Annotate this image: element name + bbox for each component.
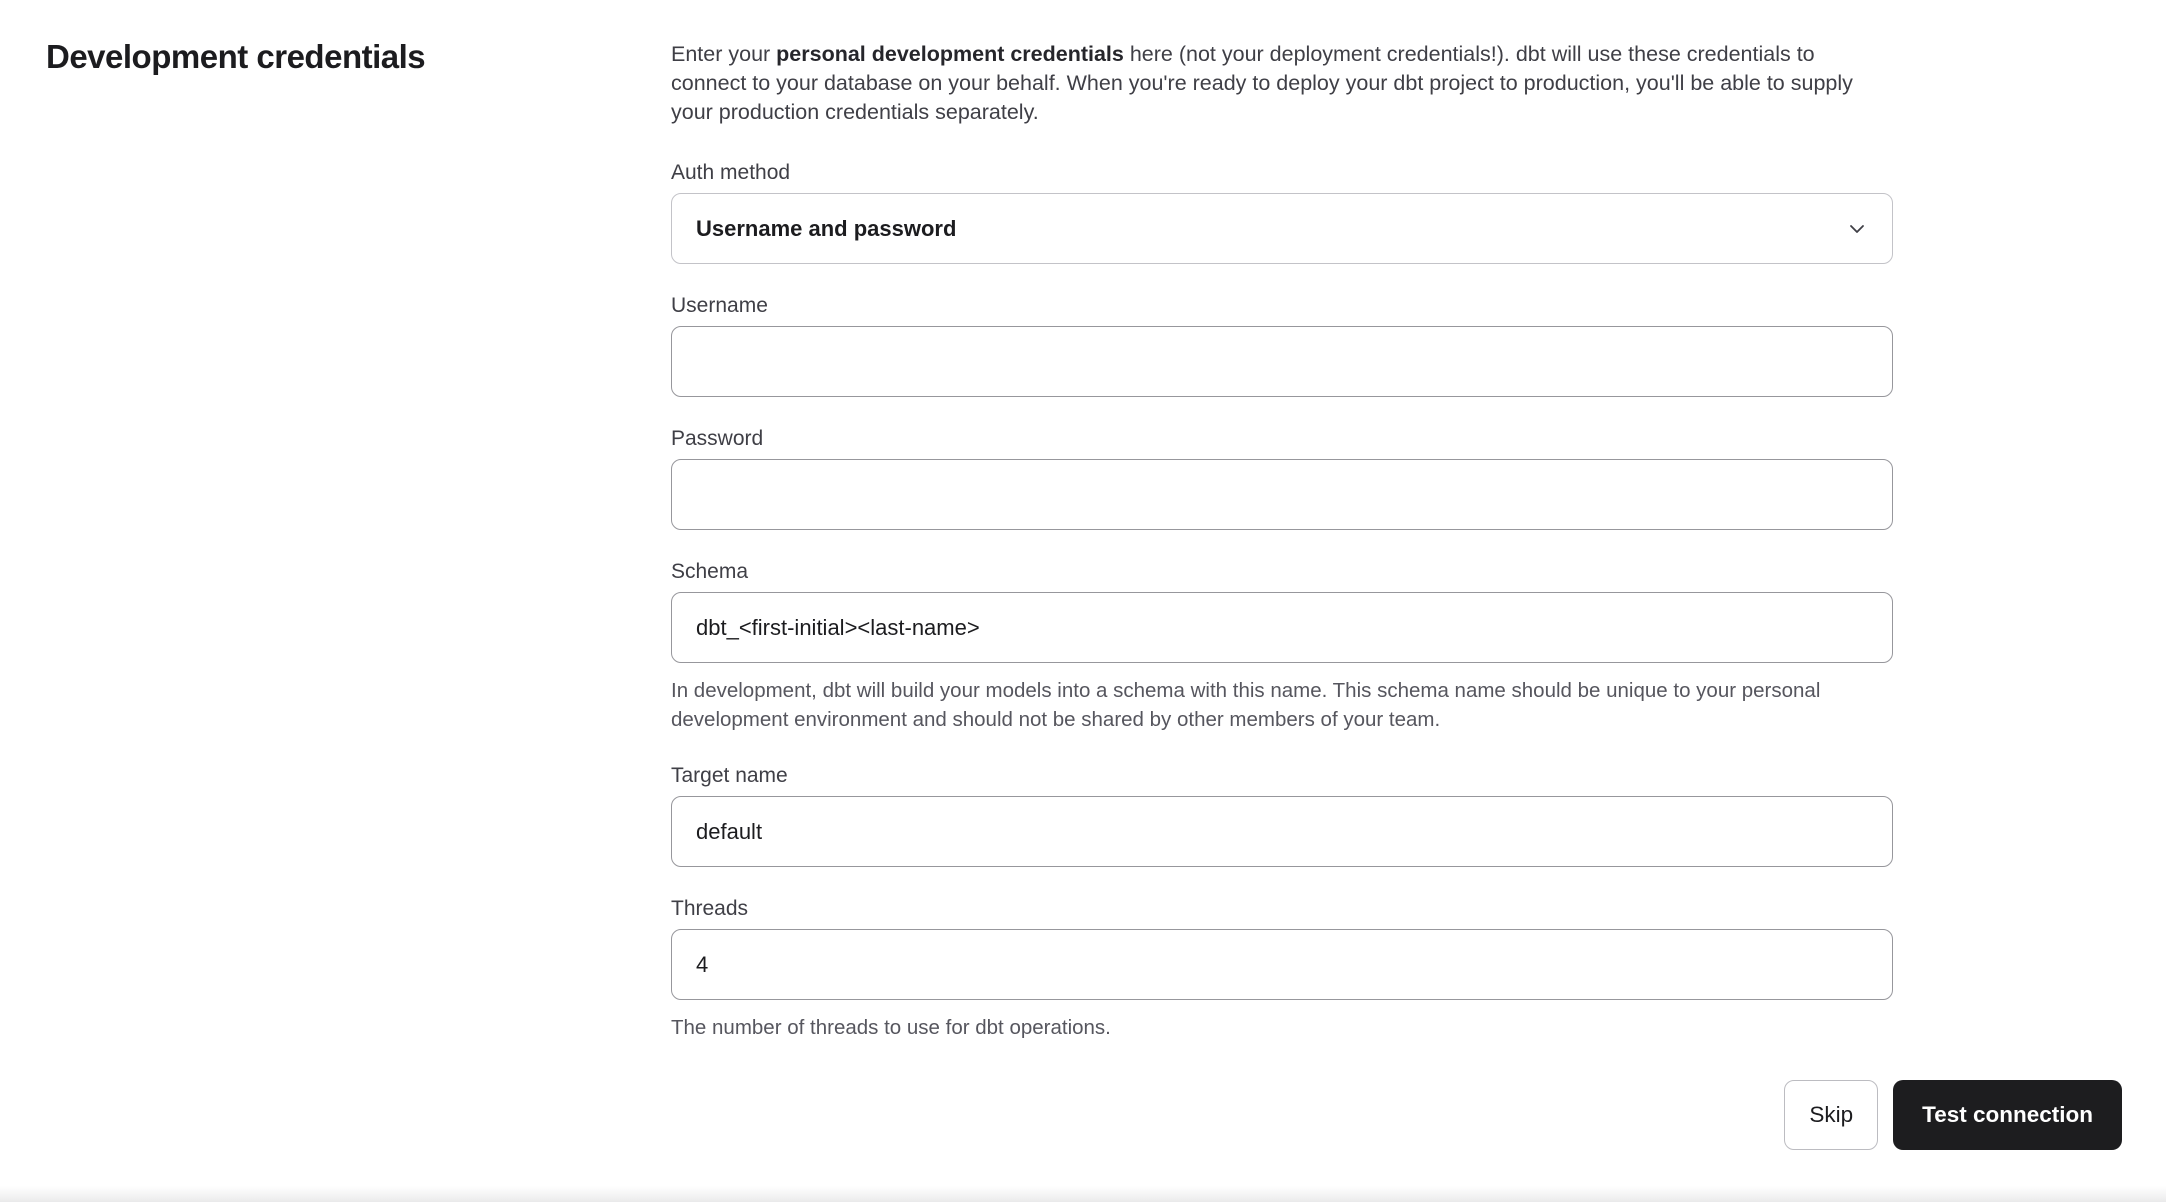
auth-method-label: Auth method bbox=[671, 161, 791, 184]
intro-text-pre: Enter your bbox=[671, 42, 777, 66]
password-input[interactable] bbox=[671, 459, 1893, 530]
test-connection-button[interactable]: Test connection bbox=[1893, 1080, 2122, 1150]
schema-label: Schema bbox=[671, 560, 749, 583]
password-label: Password bbox=[671, 427, 764, 450]
schema-input[interactable] bbox=[671, 592, 1893, 663]
threads-label: Threads bbox=[671, 897, 749, 920]
username-input[interactable] bbox=[671, 326, 1893, 397]
page-title: Development credentials bbox=[46, 38, 426, 75]
auth-method-selected-value: Username and password bbox=[696, 215, 957, 241]
chevron-down-icon bbox=[1846, 218, 1868, 240]
footer-actions bbox=[1784, 1080, 2122, 1150]
threads-help-text: The number of threads to use for dbt operations. bbox=[671, 1016, 1111, 1039]
intro-text-bold: personal development credentials bbox=[776, 42, 1124, 66]
intro-text bbox=[671, 40, 1893, 127]
credentials-form bbox=[671, 40, 1893, 1042]
username-label: Username bbox=[671, 294, 768, 317]
auth-method-select[interactable] bbox=[671, 193, 1893, 264]
target-name-label: Target name bbox=[671, 764, 788, 787]
bottom-edge-fade bbox=[0, 1186, 2166, 1202]
intro-text-post: here (not your deployment credentials!). dbt will use these credentials to connect to your database on your behalf. When you're ready to deploy your dbt project to production, you'll be able to supply your production credentials separately. bbox=[671, 42, 1853, 124]
target-name-input[interactable] bbox=[671, 796, 1893, 867]
threads-input[interactable] bbox=[671, 929, 1893, 1000]
skip-button[interactable]: Skip bbox=[1784, 1080, 1878, 1150]
schema-help-text: In development, dbt will build your models into a schema with this name. This schema name should be unique to your personal development environment and should not be shared by other members of your team. bbox=[671, 679, 1821, 731]
